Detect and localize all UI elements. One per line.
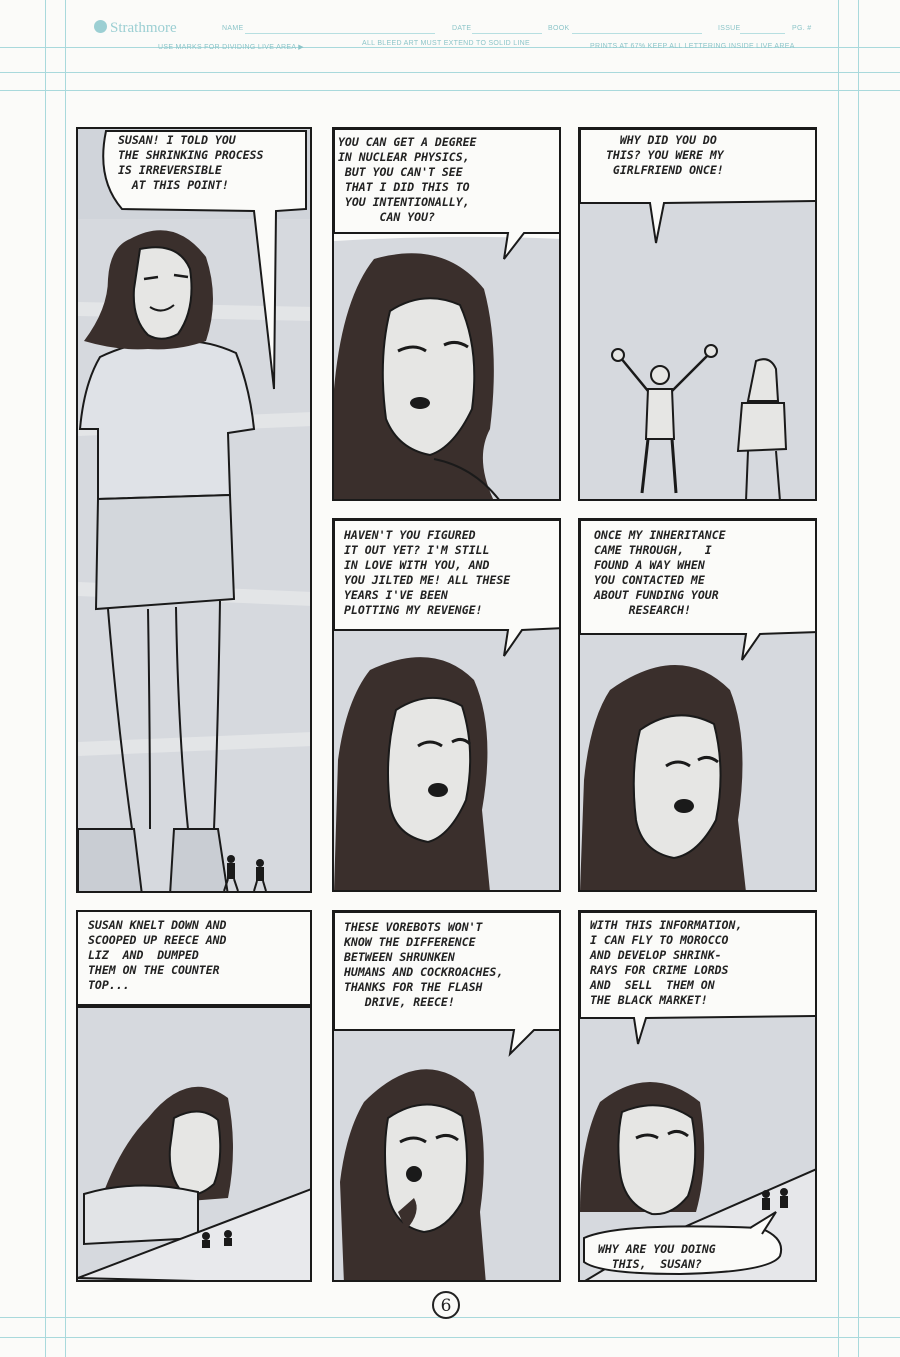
header-instruction-bleed: ALL BLEED ART MUST EXTEND TO SOLID LINE: [362, 40, 530, 47]
speech-balloon-susan: THESE VOREBOTS WON'T KNOW THE DIFFERENCE BETWEEN SHRUNKEN HUMANS AND COCKROACHES, THANKS FOR THE FLASH DRIVE, REECE!: [344, 920, 504, 1009]
header-field-line: [472, 33, 542, 34]
brand-logo: [94, 20, 177, 37]
speech-balloon-susan: WITH THIS INFORMATION, I CAN FLY TO MOROCCO AND DEVELOP SHRINK- RAYS FOR CRIME LORDS AND SELL THEM ON THE BLACK MARKET!: [590, 918, 743, 1007]
header-field-page: PG. #: [792, 25, 812, 32]
bleed-guide-right: [858, 0, 859, 1357]
speech-balloon-reece: WHY ARE YOU DOING THIS, SUSAN?: [598, 1242, 716, 1271]
speech-balloon-reece: SUSAN! I TOLD YOU THE SHRINKING PROCESS IS IRREVERSIBLE AT THIS POINT!: [118, 133, 264, 192]
header-field-issue: ISSUE: [718, 25, 741, 32]
panel-2: [332, 127, 561, 501]
header-field-date: DATE: [452, 25, 472, 32]
page-number: 6: [432, 1291, 460, 1319]
header-field-line: [572, 33, 702, 34]
header-field-line: [740, 33, 785, 34]
caption-box: [76, 910, 312, 1006]
panel-5: [578, 518, 817, 892]
trim-guide-top: [0, 72, 900, 73]
narration-caption: SUSAN KNELT DOWN AND SCOOPED UP REECE AND LIZ AND DUMPED THEM ON THE COUNTER TOP...: [88, 918, 227, 992]
panel-4: [332, 518, 561, 892]
panel-6-art: [78, 1008, 312, 1282]
speech-balloon-susan: HAVEN'T YOU FIGURED IT OUT YET? I'M STILL IN LOVE WITH YOU, AND YOU JILTED ME! ALL THESE YEARS I'VE BEEN PLOTTING MY REVENGE!: [344, 528, 511, 617]
panel-8: [578, 910, 817, 1282]
panel-6: [76, 1006, 312, 1282]
speech-balloon-susan: YOU CAN GET A DEGREE IN NUCLEAR PHYSICS, BUT YOU CAN'T SEE THAT I DID THIS TO YOU INTENTIONALLY, CAN YOU?: [338, 135, 477, 224]
speech-balloon-susan: ONCE MY INHERITANCE CAME THROUGH, I FOUND A WAY WHEN YOU CONTACTED ME ABOUT FUNDING YOUR RESEARCH!: [594, 528, 726, 617]
trim-guide-bottom: [0, 1337, 900, 1338]
header-field-book: BOOK: [548, 25, 570, 32]
header-field-name: NAME: [222, 25, 244, 32]
header-instruction-marks: USE MARKS FOR DIVIDING LIVE AREA ▶: [158, 44, 304, 51]
brand-name: Strathmore: [110, 20, 177, 36]
bleed-guide-left: [45, 0, 46, 1357]
trim-guide-right: [838, 0, 839, 1357]
panel-3-art: [580, 129, 817, 501]
panel-7: [332, 910, 561, 1282]
panel-3: [578, 127, 817, 501]
header-field-line: [245, 33, 435, 34]
live-guide-top: [0, 90, 900, 91]
speech-balloon-reece: WHY DID YOU DO THIS? YOU WERE MY GIRLFRIEND ONCE!: [606, 133, 724, 177]
trim-guide-left: [65, 0, 66, 1357]
panel-1: [76, 127, 312, 893]
panel-1-art: [78, 129, 312, 893]
strathmore-icon: [94, 20, 107, 33]
header-instruction-lettering: PRINTS AT 67% KEEP ALL LETTERING INSIDE LIVE AREA: [590, 43, 795, 50]
